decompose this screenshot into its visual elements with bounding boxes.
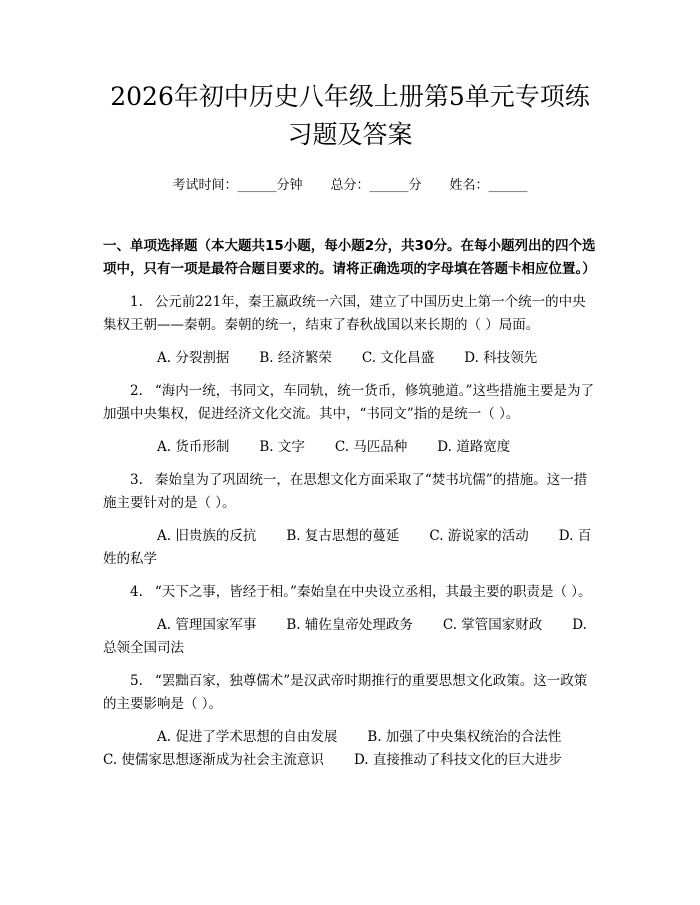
option-a: A. 分裂割据	[157, 350, 230, 366]
question-2-options	[103, 436, 597, 459]
option-c: C. 马匹品种	[334, 439, 408, 455]
question-3	[103, 469, 597, 515]
option-a: A. 管理国家军事	[157, 617, 257, 633]
exam-meta	[103, 174, 597, 193]
question-3-options	[103, 525, 597, 571]
option-b: B. 文字	[259, 439, 305, 455]
question-4-options	[103, 614, 597, 660]
question-stem: 公元前221年，秦王嬴政统一六国，建立了中国历史上第一个统一的中央集权王朝——秦朝。秦朝的统一，结束了春秋战国以来长期的（ ）局面。	[103, 294, 586, 333]
section-heading: 一、单项选择题（本大题共15小题，每小题2分，共30分。在每小题列出的四个选项中，只有一项是最符合题目要求的。请将正确选项的字母填在答题卡相应位置。）	[103, 238, 596, 277]
option-a: A. 货币形制	[157, 439, 230, 455]
option-b: B. 辅佐皇帝处理政务	[286, 617, 413, 633]
option-a: A. 促进了学术思想的自由发展	[157, 729, 338, 745]
question-stem: “罢黜百家，独尊儒术”是汉武帝时期推行的重要思想文化政策。这一政策的主要影响是（ ）。	[103, 673, 588, 712]
option-c: C. 游说家的活动	[429, 528, 529, 544]
question-4	[103, 581, 597, 604]
question-2	[103, 380, 597, 426]
option-c: C. 使儒家思想逐渐成为社会主流意识	[103, 752, 324, 768]
question-number: 3.	[130, 472, 143, 488]
title-line-1: 2026年初中历史八年级上册第5单元专项练	[110, 82, 590, 111]
option-d: D. 道路宽度	[437, 439, 511, 455]
option-d: D. 百姓的私学	[103, 528, 592, 567]
option-d: D. 总领全国司法	[103, 617, 587, 656]
question-number: 2.	[130, 383, 143, 399]
title-line-2: 习题及答案	[287, 120, 413, 149]
question-5-options	[103, 726, 597, 772]
option-b: B. 经济繁荣	[259, 350, 332, 366]
option-d: D. 科技领先	[464, 350, 538, 366]
exam-time-field: 考试时间：______分钟	[172, 178, 303, 193]
question-1-options	[103, 347, 597, 370]
total-score-field: 总分：______分	[330, 178, 422, 193]
question-stem: “天下之事，皆经于相。”秦始皇在中央设立丞相，其最主要的职责是（ ）。	[154, 584, 592, 600]
option-b: B. 加强了中央集权统治的合法性	[367, 729, 562, 745]
question-stem: “海内一统，书同文，车同轨，统一货币，修筑驰道。”这些措施主要是为了加强中央集权，促进经济文化交流。其中，“书同文”指的是统一（ ）。	[103, 383, 594, 422]
question-number: 5.	[130, 673, 143, 689]
option-c: C. 掌管国家财政	[442, 617, 543, 633]
option-c: C. 文化昌盛	[361, 350, 435, 366]
student-name-field: 姓名：______	[449, 178, 528, 193]
question-number: 1.	[130, 294, 143, 310]
question-5	[103, 670, 597, 716]
question-1	[103, 291, 597, 337]
option-d: D. 直接推动了科技文化的巨大进步	[353, 752, 562, 768]
question-number: 4.	[130, 584, 143, 600]
option-b: B. 复古思想的蔓延	[286, 528, 400, 544]
exam-title	[103, 78, 597, 154]
option-a: A. 旧贵族的反抗	[157, 528, 257, 544]
question-stem: 秦始皇为了巩固统一，在思想文化方面采取了“焚书坑儒”的措施。这一措施主要针对的是（ ）。	[103, 472, 588, 511]
